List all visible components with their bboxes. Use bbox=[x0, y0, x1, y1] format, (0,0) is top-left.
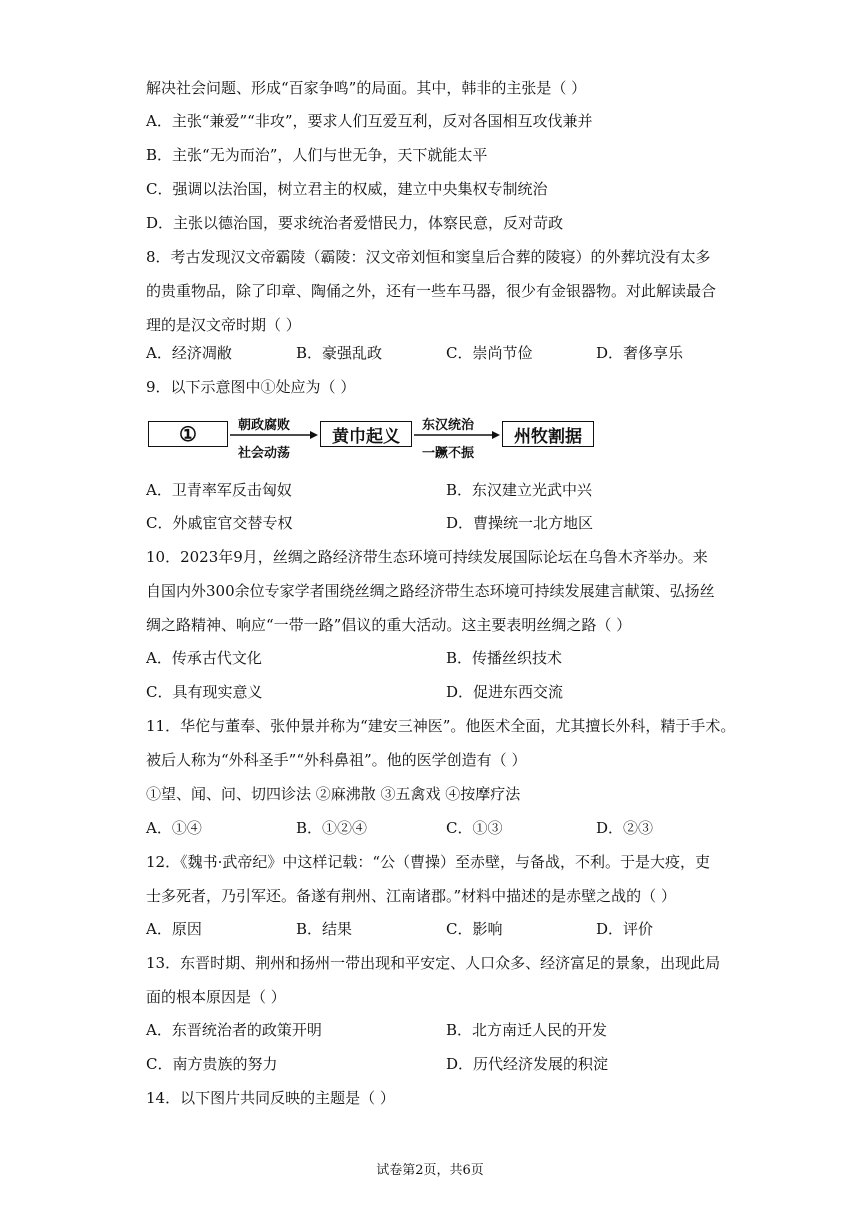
q13-option-d: D．历代经济发展的积淀 bbox=[446, 1055, 609, 1073]
q12-option-b: B．结果 bbox=[296, 920, 353, 938]
q7-option-d: D．主张以德治国，要求统治者爱惜民力，体察民意，反对苛政 bbox=[146, 214, 564, 232]
q10-option-a: A．传承古代文化 bbox=[146, 649, 262, 667]
q7-option-c: C．强调以法治国，树立君主的权威，建立中央集权专制统治 bbox=[146, 180, 548, 198]
q13-stem-line2: 面的根本原因是（ ） bbox=[146, 988, 286, 1006]
q12-stem-line2: 士多死者，乃引军还。备遂有荆州、江南诸郡。”材料中描述的是赤壁之战的（ ） bbox=[146, 887, 676, 905]
q12-option-d: D．评价 bbox=[596, 920, 654, 938]
q9-option-b: B．东汉建立光武中兴 bbox=[446, 481, 593, 499]
q11-option-c: C．①③ bbox=[446, 819, 503, 837]
q8-stem-line2: 的贵重物品，除了印章、陶俑之外，还有一些车马器，很少有金银器物。对此解读最合 bbox=[146, 282, 717, 300]
q12-option-c: C．影响 bbox=[446, 920, 503, 938]
q9-flow-diagram bbox=[146, 410, 596, 461]
q10-option-c: C．具有现实意义 bbox=[146, 683, 263, 701]
q11-option-d: D．②③ bbox=[596, 819, 654, 837]
q8-option-c: C．崇尚节俭 bbox=[446, 344, 533, 362]
diagram-arrow2-top-label: 东汉统治 bbox=[422, 418, 475, 433]
diagram-arrow1-top-label: 朝政腐败 bbox=[238, 418, 291, 433]
q7-option-a: A．主张“兼爱”“非攻”，要求人们互爱互利，反对各国相互攻伐兼并 bbox=[146, 112, 593, 130]
q13-stem-line1: 13．东晋时期、荆州和扬州一带出现和平安定、人口众多、经济富足的景象，出现此局 bbox=[146, 954, 721, 972]
q11-items: ①望、闻、问、切四诊法 ②麻沸散 ③五禽戏 ④按摩疗法 bbox=[146, 785, 521, 803]
diagram-arrow2-bottom-label: 一蹶不振 bbox=[422, 446, 475, 461]
q11-stem-line1: 11．华佗与董奉、张仲景并称为“建安三神医”。他医术全面，尤其擅长外科，精于手术。 bbox=[146, 717, 736, 735]
q14-stem: 14．以下图片共同反映的主题是（ ） bbox=[146, 1089, 395, 1107]
q10-option-b: B．传播丝织技术 bbox=[446, 649, 563, 667]
q10-option-d: D．促进东西交流 bbox=[446, 683, 564, 701]
q11-option-b: B．①②④ bbox=[296, 819, 368, 837]
diagram-arrow-2 bbox=[414, 431, 500, 439]
q12-stem-line1: 12．《魏书·武帝纪》中这样记载：“公（曹操）至赤壁，与备战，不利。于是大疫，吏 bbox=[146, 853, 711, 871]
q8-option-d: D．奢侈享乐 bbox=[596, 344, 684, 362]
q8-option-a: A．经济凋敝 bbox=[146, 344, 232, 362]
q11-option-a: A．①④ bbox=[146, 819, 202, 837]
q10-stem-line3: 绸之路精神、响应“一带一路”倡议的重大活动。这主要表明丝绸之路（ ） bbox=[146, 616, 632, 634]
q7-stem: 解决社会问题、形成“百家争鸣”的局面。其中，韩非的主张是（ ） bbox=[146, 79, 587, 97]
q13-option-a: A．东晋统治者的政策开明 bbox=[146, 1021, 322, 1039]
q10-stem-line2: 自国内外300余位专家学者围绕丝绸之路经济带生态环境可持续发展建言献策、弘扬丝 bbox=[146, 582, 715, 600]
q9-stem: 9．以下示意图中①处应为（ ） bbox=[146, 378, 356, 396]
q13-option-c: C．南方贵族的努力 bbox=[146, 1055, 278, 1073]
q8-stem-line1: 8．考古发现汉文帝霸陵（霸陵：汉文帝刘恒和窦皇后合葬的陵寝）的外葬坑没有太多 bbox=[146, 248, 711, 266]
q9-option-c: C．外戚宦官交替专权 bbox=[146, 514, 293, 532]
q8-option-b: B．豪强乱政 bbox=[296, 344, 383, 362]
q9-option-d: D．曹操统一北方地区 bbox=[446, 514, 594, 532]
page-footer: 试卷第2页，共6页 bbox=[376, 1163, 484, 1178]
q9-option-a: A．卫青率军反击匈奴 bbox=[146, 481, 292, 499]
q12-option-a: A．原因 bbox=[146, 920, 202, 938]
diagram-arrow-1 bbox=[230, 431, 318, 439]
q13-option-b: B．北方南迁人民的开发 bbox=[446, 1021, 608, 1039]
diagram-box-3: 州牧割据 bbox=[502, 421, 594, 447]
diagram-arrow1-bottom-label: 社会动荡 bbox=[238, 446, 291, 461]
diagram-box-1: ① bbox=[148, 421, 228, 447]
q10-stem-line1: 10．2023年9月，丝绸之路经济带生态环境可持续发展国际论坛在乌鲁木齐举办。来 bbox=[146, 548, 708, 566]
q11-stem-line2: 被后人称为“外科圣手”“外科鼻祖”。他的医学创造有（ ） bbox=[146, 751, 527, 769]
q7-option-b: B．主张“无为而治”，人们与世无争，天下就能太平 bbox=[146, 146, 488, 164]
diagram-box-2: 黄巾起义 bbox=[320, 421, 412, 447]
q8-stem-line3: 理的是汉文帝时期（ ） bbox=[146, 316, 301, 334]
